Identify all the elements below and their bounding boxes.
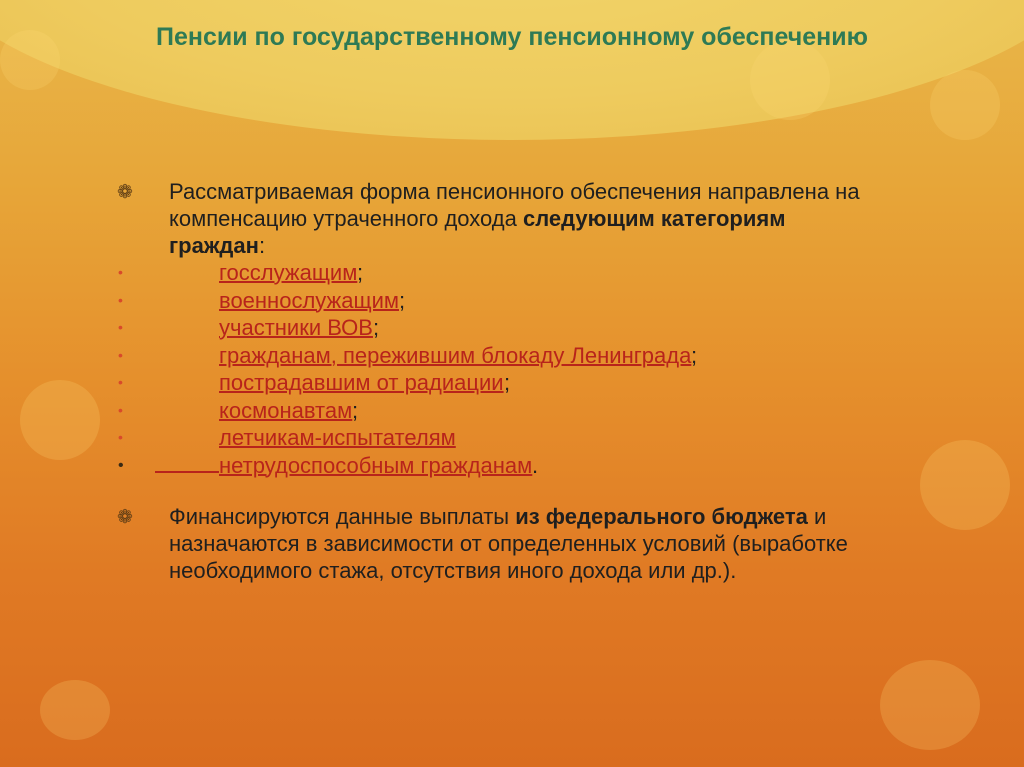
list-item [117, 452, 877, 480]
category-link[interactable]: летчикам-испытателям [219, 425, 456, 450]
flower-decoration [930, 70, 1000, 140]
spacer [117, 479, 877, 503]
list-item [117, 287, 877, 315]
category-link-text: нетрудоспособным гражданам [219, 452, 533, 478]
funding-bold: из федерального бюджета [515, 504, 808, 529]
intro-text: Рассматриваемая форма пенсионного обеспечения направлена на компенсацию утраченного дохода [169, 179, 860, 231]
category-link[interactable]: гражданам, пережившим блокаду Ленинграда [219, 342, 692, 368]
category-suffix: ; [357, 260, 364, 285]
list-item [117, 369, 877, 397]
underline-spacer [155, 452, 219, 473]
funding-text: Финансируются данные выплаты [169, 504, 516, 529]
funding-paragraph [117, 503, 877, 584]
intro-colon: : [258, 233, 266, 258]
bullet-dot: • [118, 319, 123, 335]
flower-bullet-icon: ❁ [117, 507, 133, 528]
flower-decoration [20, 380, 100, 460]
funding-text-end: и назначаются в зависимости от определенных условий (выработке необходимого стажа, отсутствия иного дохода или др.). [169, 504, 848, 583]
list-item [117, 397, 877, 425]
intro-paragraph [117, 178, 877, 259]
category-link[interactable]: военнослужащим [219, 287, 399, 313]
list-item [117, 314, 877, 342]
categories-list [117, 259, 877, 479]
slide-content [117, 178, 877, 584]
category-link[interactable]: пострадавшим от радиации [219, 370, 504, 395]
category-suffix: ; [691, 342, 698, 368]
category-link[interactable]: космонавтам [219, 397, 353, 423]
flower-decoration [40, 680, 110, 740]
flower-bullet-icon: ❁ [117, 182, 133, 203]
list-item [117, 259, 877, 287]
category-suffix: . [532, 452, 539, 478]
category-link[interactable]: участники ВОВ [219, 315, 373, 340]
category-link[interactable]: госслужащим [219, 260, 358, 285]
bullet-dot: • [118, 374, 123, 390]
slide-title: Пенсии по государственному пенсионному обеспечению [156, 23, 868, 51]
list-item [117, 424, 877, 452]
intro-bold: следующим категориям граждан [169, 206, 786, 258]
flower-decoration [920, 440, 1010, 530]
bullet-dot: • [118, 346, 123, 363]
bullet-dot: • [118, 291, 123, 308]
category-suffix: ; [399, 287, 406, 313]
bullet-dot: • [118, 401, 123, 418]
bullet-dot: • [118, 456, 124, 474]
category-suffix: ; [352, 397, 359, 423]
bullet-dot: • [118, 264, 123, 280]
category-suffix: ; [373, 315, 380, 340]
category-link[interactable] [155, 452, 532, 480]
list-item [117, 342, 877, 370]
bullet-dot: • [118, 429, 123, 445]
category-suffix: ; [504, 370, 511, 395]
flower-decoration [0, 30, 60, 90]
flower-decoration [880, 660, 980, 750]
